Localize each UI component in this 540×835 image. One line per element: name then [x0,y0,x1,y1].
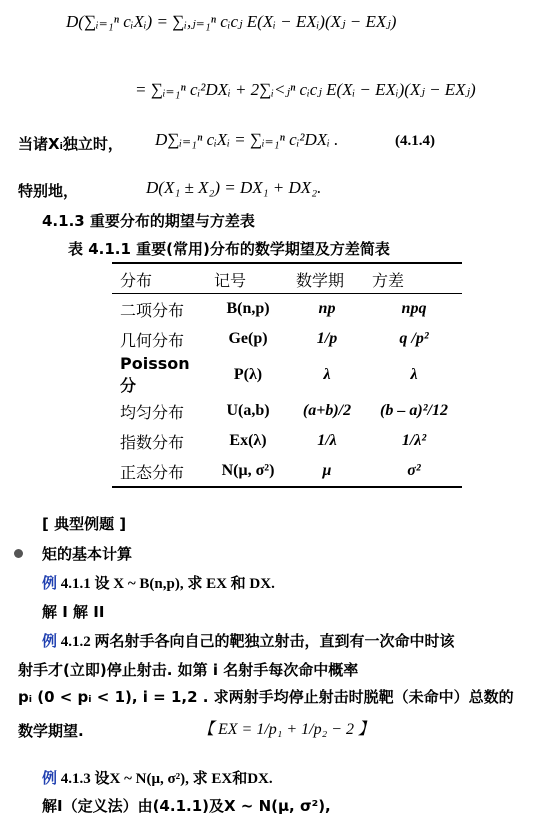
table-row [112,324,462,354]
cell-notation: N(μ, σ²) [206,456,288,487]
table-row [112,294,462,325]
formula-independent-variance: D∑ᵢ₌₁ⁿ cᵢXᵢ = ∑ᵢ₌₁ⁿ cᵢ²DXᵢ . [155,130,339,149]
table-row [112,396,462,426]
cell-notation: Ex(λ) [229,432,267,449]
cell-expectation: np [318,300,336,317]
cell-notation: Ge(p) [228,330,268,347]
example-3-text: 4.1.3 设X ~ N(μ, σ²), 求 EX和DX. [57,771,273,787]
header-variance: 方差 [364,263,462,294]
special-label: 特别地， [18,182,79,200]
table-row [112,354,462,396]
cell-notation: P(λ) [233,366,263,383]
example-2-text: 4.1.2 两名射手各向自己的靶独立射击，直到有一次命中时该 [57,634,455,650]
cell-variance: q /p² [399,330,429,347]
example-1-solutions: 解 I 解 II [42,603,105,621]
section-heading: 4.1.3 重要分布的期望与方差表 [42,212,255,230]
cell-expectation: 1/p [316,330,338,347]
example-2-answer: 【 EX = 1/p₁ + 1/p₂ − 2 】 [198,721,374,738]
cell-distribution: 指数分布 [120,432,185,452]
cell-expectation: λ [323,366,331,383]
example-3-label: 例 [42,769,58,787]
example-2-line2: 射手才(立即)停止射击. 如第 i 名射手每次命中概率 [18,661,359,679]
cell-expectation: (a+b)/2 [302,402,352,419]
cell-expectation: μ [288,456,364,487]
table-header-row [112,263,462,294]
examples-heading: [ 典型例题 ] [42,515,127,533]
table-row [112,426,462,456]
cell-expectation: 1/λ [317,432,337,449]
cell-variance: npq [401,300,427,317]
example-2-line4: 数学期望. [18,722,84,740]
example-2-line3: pᵢ (0 < pᵢ < 1), i = 1,2 . 求两射手均停止射击时脱靶（未命中）总数的 [18,688,514,706]
header-distribution: 分布 [112,263,206,294]
cell-variance: 1/λ² [401,432,427,449]
cell-notation: U(a,b) [226,402,270,419]
example-2 [42,630,455,651]
cell-variance: (b – a)²/12 [380,402,448,419]
example-3 [42,767,273,788]
cell-distribution: 几何分布 [120,330,185,350]
cell-notation: B(n,p) [226,300,270,317]
distribution-table [112,262,462,488]
example-3-solution: 解I（定义法）由(4.1.1)及X ~ N(μ, σ²), [42,797,331,815]
formula-number: (4.1.4) [395,133,435,149]
table-row [112,456,462,487]
cell-variance: λ [410,366,418,383]
example-1 [42,572,275,593]
bullet-dot-icon [14,549,23,558]
cell-distribution: 二项分布 [120,300,185,320]
formula-two-variables: D(X₁ ± X₂) = DX₁ + DX₂. [146,178,322,197]
formula-variance-expansion: = ∑ᵢ₌₁ⁿ cᵢ²DXᵢ + 2∑ᵢ<ⱼⁿ cᵢcⱼ E(Xᵢ − EXᵢ)(Xⱼ − EXⱼ) [135,80,476,99]
cell-distribution: Poisson 分 [120,354,190,395]
header-expectation: 数学期 [288,263,364,294]
example-2-label: 例 [42,632,58,650]
independence-label: 当诸Xᵢ独立时， [18,135,123,153]
example-1-label: 例 [42,574,58,592]
formula-variance-sum: D(∑ᵢ₌₁ⁿ cᵢXᵢ) = ∑ᵢ,ⱼ₌₁ⁿ cᵢcⱼ E(Xᵢ − EXᵢ)(Xⱼ − EXⱼ) [66,12,397,31]
example-1-text: 4.1.1 设 X ~ B(n,p), 求 EX 和 DX. [57,576,275,592]
bullet-topic: 矩的基本计算 [42,545,133,563]
cell-variance: σ² [364,456,462,487]
cell-distribution: 正态分布 [112,456,206,487]
cell-distribution: 均匀分布 [120,402,185,422]
table-caption: 表 4.1.1 重要(常用)分布的数学期望及方差简表 [68,240,390,258]
header-notation: 记号 [206,263,288,294]
